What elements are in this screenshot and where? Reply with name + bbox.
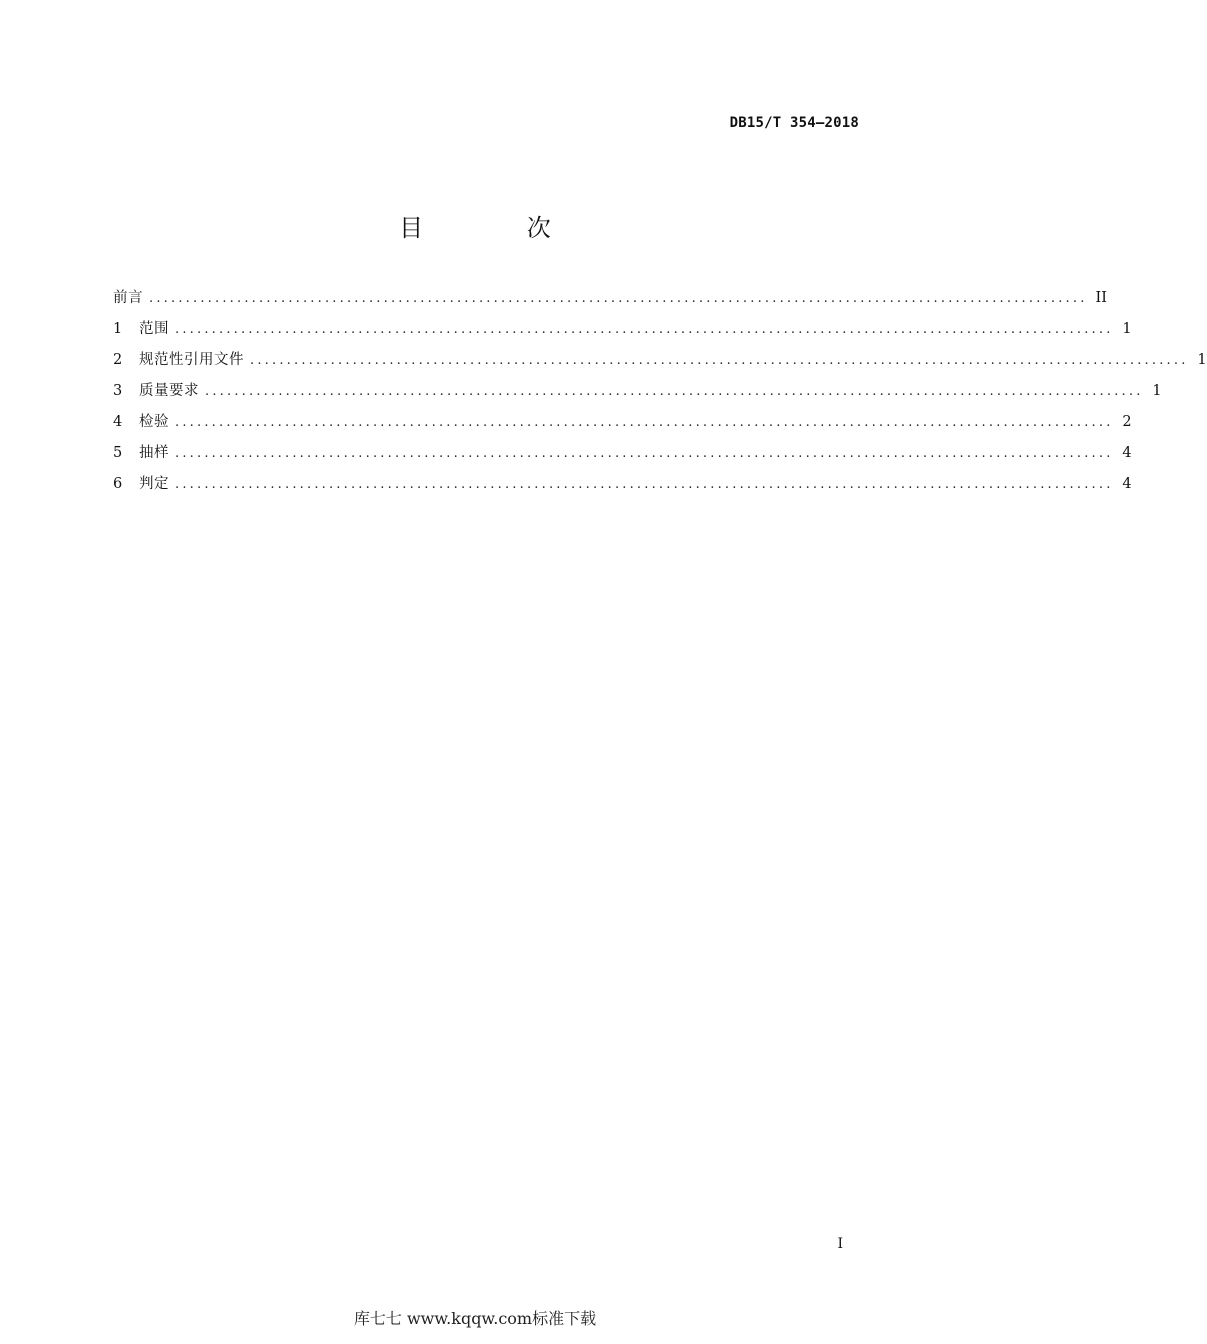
toc-leader-dots: ................................................................................................................................ xyxy=(175,322,1114,337)
toc-entry-number: 3 xyxy=(113,383,123,399)
toc-entry-page: 4 xyxy=(1122,445,1132,461)
toc-leader-dots: ................................................................................................................................ xyxy=(175,415,1114,430)
toc-leader-dots: ................................................................................................................................ xyxy=(250,353,1189,368)
watermark-text: 库七七 www.kqqw.com标准下载 xyxy=(353,1309,597,1328)
toc-entry-judgment[interactable] xyxy=(113,473,1132,504)
toc-entry-number: 5 xyxy=(113,445,123,461)
toc-entry-quality-requirements[interactable] xyxy=(113,380,1162,411)
toc-entry-page: 1 xyxy=(1197,352,1207,368)
toc-entry-inspection[interactable] xyxy=(113,411,1132,442)
toc-entry-text: 范围 xyxy=(139,321,169,337)
toc-leader-dots: ................................................................................................................................ xyxy=(175,477,1114,492)
toc-entry-scope[interactable] xyxy=(113,318,1132,349)
toc-entry-preface[interactable] xyxy=(113,287,1108,318)
toc-entry-sampling[interactable] xyxy=(113,442,1132,473)
toc-entry-text: 抽样 xyxy=(139,445,169,461)
toc-entry-page: 2 xyxy=(1122,414,1132,430)
toc-entry-number: 1 xyxy=(113,321,123,337)
toc-title: 目 次 xyxy=(399,214,599,242)
toc-entry-page: 1 xyxy=(1152,383,1162,399)
toc-leader-dots: ................................................................................................................................ xyxy=(205,384,1144,399)
page-number: I xyxy=(837,1236,843,1252)
table-of-contents xyxy=(113,287,1207,504)
toc-entry-text: 检验 xyxy=(139,414,169,430)
toc-entry-page: 4 xyxy=(1122,476,1132,492)
toc-entry-text: 判定 xyxy=(139,476,169,492)
toc-entry-normative-references[interactable] xyxy=(113,349,1207,380)
toc-entry-page: 1 xyxy=(1122,321,1132,337)
toc-leader-dots: ................................................................................................................................ xyxy=(149,291,1088,306)
toc-leader-dots: ................................................................................................................................ xyxy=(175,446,1114,461)
toc-entry-text: 质量要求 xyxy=(139,383,199,399)
document-code: DB15/T 354—2018 xyxy=(729,115,859,131)
toc-entry-number: 4 xyxy=(113,414,123,430)
toc-entry-text: 规范性引用文件 xyxy=(139,352,244,368)
toc-entry-page: II xyxy=(1095,290,1108,306)
toc-entry-text: 前言 xyxy=(113,290,143,306)
toc-entry-number: 6 xyxy=(113,476,123,492)
toc-entry-number: 2 xyxy=(113,352,123,368)
